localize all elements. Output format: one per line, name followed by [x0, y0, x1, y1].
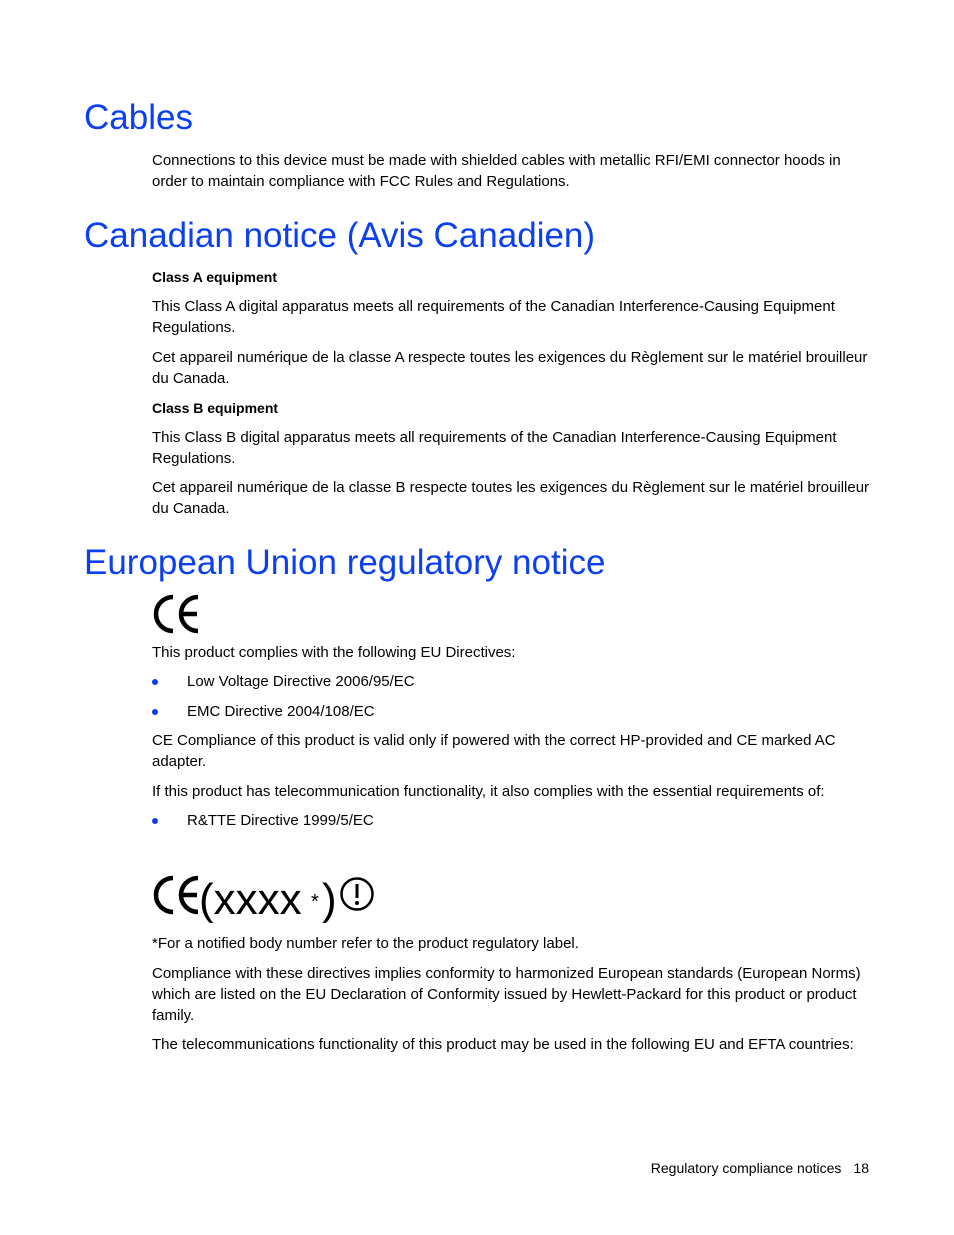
class-a-title: Class A equipment: [152, 269, 277, 285]
heading-cables: Cables: [84, 98, 193, 137]
class-b-title: Class B equipment: [152, 400, 279, 416]
class-a-english: This Class A digital apparatus meets all requirements of the Canadian Interference-Causing Equipment Regulations.: [152, 298, 835, 336]
bullet-dot: [152, 679, 158, 685]
directive-rtte: R&TTE Directive 1999/5/EC: [187, 812, 374, 829]
telecom-countries-paragraph: The telecommunications functionality of this product may be used in the following EU and EFTA countries:: [152, 1036, 854, 1053]
directive-low-voltage: Low Voltage Directive 2006/95/EC: [187, 673, 415, 690]
class-b-french: Cet appareil numérique de la classe B respecte toutes les exigences du Règlement sur le matériel brouilleur du Canada.: [152, 479, 870, 517]
notified-body-footnote: *For a notified body number refer to the product regulatory label.: [152, 935, 579, 952]
bullet-dot: [152, 818, 158, 824]
page-footer: [651, 1158, 869, 1178]
page-number: 18: [853, 1160, 869, 1176]
ce-mark-icon: [152, 594, 202, 634]
ce-notified-body-alert-icon: [152, 872, 382, 924]
footer-section-title: Regulatory compliance notices: [650, 1160, 842, 1176]
eu-complies-intro: This product complies with the following EU Directives:: [152, 644, 516, 661]
heading-canadian-notice: Canadian notice (Avis Canadien): [84, 216, 596, 255]
ce-mark-asterisk: *: [311, 891, 319, 913]
directive-emc: EMC Directive 2004/108/EC: [187, 703, 375, 720]
ce-mark-close-paren: ): [322, 875, 337, 924]
heading-eu-notice: European Union regulatory notice: [84, 543, 606, 582]
telecom-intro: If this product has telecommunication functionality, it also complies with the essential requirements of:: [152, 783, 825, 800]
class-a-french: Cet appareil numérique de la classe A respecte toutes les exigences du Règlement sur le matériel brouilleur du Canada.: [152, 349, 868, 387]
harmonized-standards-paragraph: Compliance with these directives implies conformity to harmonized European standards (European Norms) which are listed on the EU Declaration of Conformity issued by Hewlett-Packard for this product or product family.: [152, 965, 861, 1024]
class-b-english: This Class B digital apparatus meets all requirements of the Canadian Interference-Causing Equipment Regulations.: [152, 429, 837, 467]
ce-mark-code-text: (xxxx: [199, 875, 302, 924]
ce-compliance-paragraph: CE Compliance of this product is valid only if powered with the correct HP-provided and CE marked AC adapter.: [152, 732, 836, 770]
bullet-dot: [152, 709, 158, 715]
cables-paragraph: Connections to this device must be made with shielded cables with metallic RFI/EMI connector hoods in order to maintain compliance with FCC Rules and Regulations.: [152, 152, 841, 190]
